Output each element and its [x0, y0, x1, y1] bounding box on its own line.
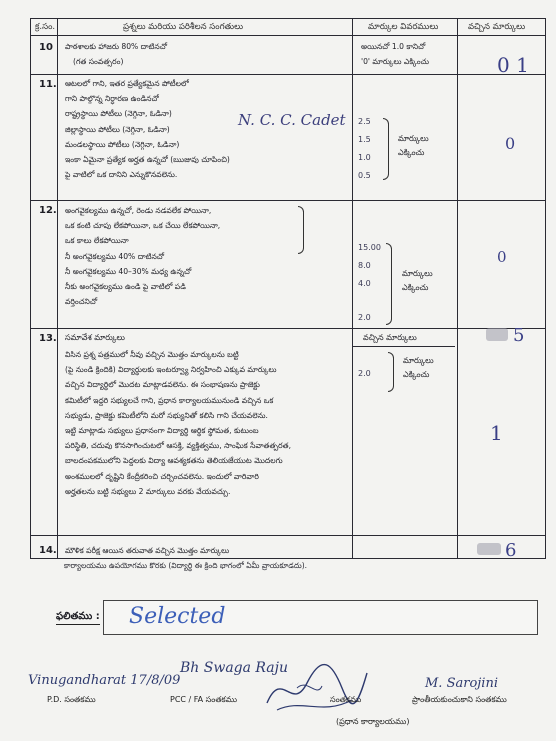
row-13-subheader: వచ్చిన మార్కులు: [363, 333, 417, 342]
row-11-line: ఆటలలో గాని, ఇతర ప్రత్యేకమైన పోటీలలో: [65, 79, 189, 88]
signature-pd-label: P.D. సంతకము: [47, 695, 96, 704]
office-use-note: కార్యాలయము ఉపయోగము కొరకు (విద్యార్థి ఈ క్రింది భాగంలో ఏమీ వ్రాయకూడదు).: [64, 561, 308, 570]
row-11-marks-note-line: ఎక్కించు: [398, 148, 425, 157]
row-12-mark: 15.00: [358, 243, 381, 252]
row-11-line: రాష్ట్రస్థాయి పోటీలు (నెగ్గినా, ఓడినా): [65, 109, 172, 119]
signature-third-label: సంతకము: [330, 695, 362, 704]
row-14-text: [65, 543, 229, 558]
row-10-marks-line: '0' మార్కులు ఎక్కించు: [361, 57, 429, 67]
evaluation-table: [30, 18, 546, 559]
row-13-line: బాలదంపకములోని పెద్దలకు విద్యా ఆవశ్యకతను తెలియజేయుట మొదలగు: [65, 456, 283, 466]
row-12-line: ఒక కాలు లేకపోయినా: [65, 236, 129, 246]
row-11-awarded: 0: [505, 134, 516, 153]
row-11-mark: 1.5: [358, 135, 371, 144]
ink-smudge: [486, 328, 508, 341]
row-14-line: మౌళిక పరీక్ష ఆయిన తరువాత వచ్చిన మొత్తం మార్కులు: [65, 546, 230, 555]
row-12-brace: [386, 243, 392, 325]
col-header-marks-awarded: వచ్చిన మార్కులు: [468, 22, 526, 32]
row-11-brace: [383, 118, 389, 180]
row-13-marks-note: [403, 354, 434, 382]
result-value: Selected: [129, 604, 226, 629]
row-14-number: 14.: [39, 545, 57, 556]
row-13-line: అర్హతలను బట్టి సభ్యులు 2 మార్కులు వరకు వేయవచ్చు.: [65, 486, 231, 496]
row-11-handwritten-note: N. C. C. Cadet: [238, 111, 346, 129]
row-13-brace: [388, 352, 394, 392]
row-11-line: గాని పాల్గొన్న నిర్ధారణ ఉండినచో: [65, 94, 159, 104]
col-header-sno: క్ర.సం.: [35, 22, 56, 32]
result-label: ఫలితము :: [56, 610, 100, 625]
row-10-marks-line: అయినచో 1.0 కానిచో: [361, 42, 426, 51]
row-13-line: (పై నుండి క్రిందికి) విద్యార్థులకు ఇంటర్వ్యూ నిర్వహించి ఎక్కువ మార్కులు: [65, 365, 277, 375]
row-13-line: అంశములలో దృష్టిని కేంద్రీకరించి చర్చించవలెను. ఇందులో వారివారి: [65, 471, 259, 481]
row-13-marks-note-line: ఎక్కించు: [403, 370, 430, 379]
row-12-marks-note-line: మార్కులు: [402, 269, 433, 278]
row-13-marks-note-line: మార్కులు: [403, 356, 434, 365]
row-11-mark: 1.0: [358, 153, 371, 162]
row-11-line: జిల్లాస్థాయి పోటీలు (నెగ్గినా, ఓడినా): [65, 124, 170, 134]
row-12-awarded: 0: [497, 248, 507, 266]
row-11-line: మండలస్థాయి పోటీలు (నెగ్గినా, ఓడినా): [65, 139, 180, 149]
row-11-line: ఇంకా ఏమైనా ప్రత్యేక అర్హత ఉన్నచో (ఋజువు చూపించి): [65, 155, 230, 165]
row-13-awarded: 5: [513, 325, 525, 346]
row-12-marks-note: [402, 267, 433, 295]
row-12-text: [65, 203, 220, 309]
row-13-awarded-inner: 1: [490, 421, 503, 445]
row-11-number: 11.: [39, 79, 57, 90]
row-12-marks-note-line: ఎక్కించు: [402, 283, 429, 292]
row-13-number: 13.: [39, 333, 57, 344]
row-13-text: [65, 347, 291, 499]
row-10-awarded: 0 1: [497, 53, 529, 77]
signature-scribble: [262, 658, 372, 718]
row-10-line: (గత సంవత్సరం): [73, 57, 124, 67]
signature-regional-label: ప్రాంతీయకుంచుకాని సంతకము: [412, 695, 507, 704]
row-12-text-brace: [298, 206, 304, 254]
row-13-mark: 2.0: [358, 369, 371, 378]
row-12-line: వర్తించనిచో: [65, 297, 98, 307]
row-12-line: ఒక కంటి చూపు లేకపోయినా, ఒక చేయి లేకపోయినా,: [65, 221, 221, 231]
row-11-mark: 0.5: [358, 171, 371, 180]
row-12-mark: 8.0: [358, 261, 371, 270]
col-header-criteria: ప్రశ్నలు మరియు పరిశీలన సంగతులు: [123, 22, 244, 32]
row-11-marks-note: [398, 132, 429, 160]
row-13-line: విసిన ప్రశ్న పత్రములో నీవు వచ్చిన మొత్తం మార్కులను బట్టి: [65, 350, 239, 359]
row-11-line: పై వాటిలో ఒక దానిని ఎన్నుకొనవలెను.: [65, 170, 178, 180]
row-13-line: పరిస్థితి, చదువు కొనసాగించుటలో ఆసక్తి, వ్యక్తిత్వము, సాంఘిక సేవాతత్పరత,: [65, 441, 291, 451]
row-11-mark: 2.5: [358, 117, 371, 126]
col-header-marks-info: మార్కుల వివరములు: [368, 22, 439, 32]
row-14-awarded: 6: [505, 540, 517, 561]
head-office-note: (ప్రధాన కార్యాలయము): [336, 717, 410, 726]
row-10-text: [65, 39, 167, 69]
row-10-line: పాఠశాలకు హాజరు 80% దాటినచో: [65, 42, 168, 51]
row-12-line: నీ అంగవైకల్యము 40–30% మధ్య ఉన్నచో: [65, 266, 192, 276]
row-13-line: సభ్యుడు, ప్రాజెక్టు కమిటీలోని మరో సభ్యునితో కలిసి గాని చేయవలెను.: [65, 410, 268, 420]
row-13-title: సమావేశ మార్కులు: [65, 333, 125, 342]
ink-smudge: [477, 543, 501, 555]
row-12-mark: 4.0: [358, 279, 371, 288]
row-10-number: 10: [39, 42, 53, 53]
row-12-line: అంగవైకల్యము ఉన్నచో, రెండు నడవలేక పోయినా,: [65, 206, 212, 215]
row-10-marks: [361, 39, 429, 69]
signature-pcc-label: PCC / FA సంతకము: [170, 695, 237, 704]
signature-pcc: Bh Swaga Raju: [180, 660, 289, 676]
row-12-number: 12.: [39, 205, 57, 216]
row-13-line: వచ్చిన విద్యార్థిలో మొదట మాట్లాడవలెను. ఈ సంభాషణను ప్రాజెక్టు: [65, 380, 260, 390]
row-13-line: కమిటీలో ఇద్దరి సభ్యులచే గాని, ప్రధాన కార్యాలయమునుండి వచ్చిన ఒక: [65, 395, 274, 405]
row-12-line: నీకు అంగవైకల్యము ఉండి పై వాటిలో పడి: [65, 282, 186, 292]
row-12-line: నీ అంగవైకల్యము 40% దాటినచో: [65, 251, 165, 261]
row-11-text: [65, 76, 230, 182]
signature-pd: Vinugandharat 17/8/09: [28, 673, 181, 688]
row-11-marks-note-line: మార్కులు: [398, 134, 429, 143]
result-box: [103, 600, 538, 635]
signature-regional: M. Sarojini: [425, 676, 498, 691]
row-12-mark: 2.0: [358, 313, 371, 322]
row-13-line: ఇట్టి మాట్లాడు సభ్యులు ప్రధానంగా విద్యార్థి ఆర్థిక స్థోమత, కుటుంబ: [65, 426, 259, 436]
